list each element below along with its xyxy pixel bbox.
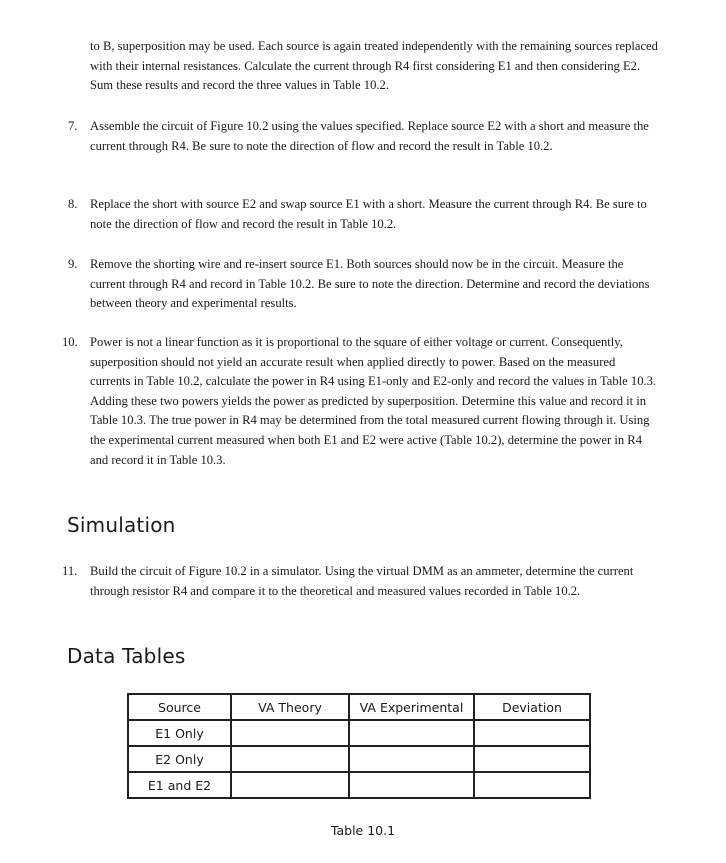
- table-cell: E1 and E2: [128, 772, 231, 798]
- table-header-cell: Deviation: [474, 694, 590, 720]
- step-text-11: Build the circuit of Figure 10.2 in a simulator. Using the virtual DMM as an ammeter, determine the current through resistor R4 and compare it to the theoretical and measured values recorded in Table 10.2.: [90, 564, 634, 598]
- table-row: [128, 746, 590, 772]
- step-number-11: 11.: [62, 564, 78, 578]
- table-header-cell: VA Experimental: [349, 694, 474, 720]
- step-text-10: Power is not a linear function as it is proportional to the square of either voltage or current. Consequently, superposition should not yield an accurate result when applied directly to power. Based on the measured currents in Table 10.2, calculate the power in R4 using E1-only and E2-only and record the values in Table 10.3. Adding these two powers yields the power as predicted by superposition. Determine this value and record it in Table 10.3. The true power in R4 may be determined from the total measured current flowing through it. Using the experimental current measured when both E1 and E2 were active (Table 10.2), determine the power in R4 and record it in Table 10.3.: [90, 335, 657, 467]
- table-cell: [474, 746, 590, 772]
- step-text-7: Assemble the circuit of Figure 10.2 using the values specified. Replace source E2 with a short and measure the current through R4. Be sure to note the direction of flow and record the result in Table 10.2.: [90, 119, 649, 153]
- table-header-row: [128, 694, 590, 720]
- table-cell: E1 Only: [128, 720, 231, 746]
- table-header-cell: Source: [128, 694, 231, 720]
- step-number-10: 10.: [62, 335, 78, 349]
- table-cell: [349, 720, 474, 746]
- data-table: [127, 693, 591, 799]
- section-heading-simulation: Simulation: [67, 513, 176, 537]
- step-number-7: 7.: [68, 119, 78, 133]
- table-cell: [349, 746, 474, 772]
- table-cell: [231, 772, 349, 798]
- table-cell: [231, 720, 349, 746]
- table-cell: E2 Only: [128, 746, 231, 772]
- table-caption: Table 10.1: [330, 823, 396, 838]
- step-number-8: 8.: [68, 197, 78, 211]
- section-heading-data-tables: Data Tables: [67, 644, 186, 668]
- step-text-9: Remove the shorting wire and re-insert source E1. Both sources should now be in the circuit. Measure the current through R4 and record in Table 10.2. Be sure to note the direction. Determine and record the deviations between theory and experimental results.: [90, 257, 650, 311]
- table-cell: [349, 772, 474, 798]
- table-cell: [474, 772, 590, 798]
- step-number-9: 9.: [68, 257, 78, 271]
- table-row: [128, 772, 590, 798]
- table-row: [128, 720, 590, 746]
- table-cell: [231, 746, 349, 772]
- step-text-8: Replace the short with source E2 and swap source E1 with a short. Measure the current through R4. Be sure to note the direction of flow and record the result in Table 10.2.: [90, 197, 647, 231]
- table-cell: [474, 720, 590, 746]
- intro-paragraph: to B, superposition may be used. Each source is again treated independently with the remaining sources replaced with their internal resistances. Calculate the current through R4 first considering E1 and then considering E2. Sum these results and record the three values in Table 10.2.: [90, 39, 658, 93]
- table-header-cell: VA Theory: [231, 694, 349, 720]
